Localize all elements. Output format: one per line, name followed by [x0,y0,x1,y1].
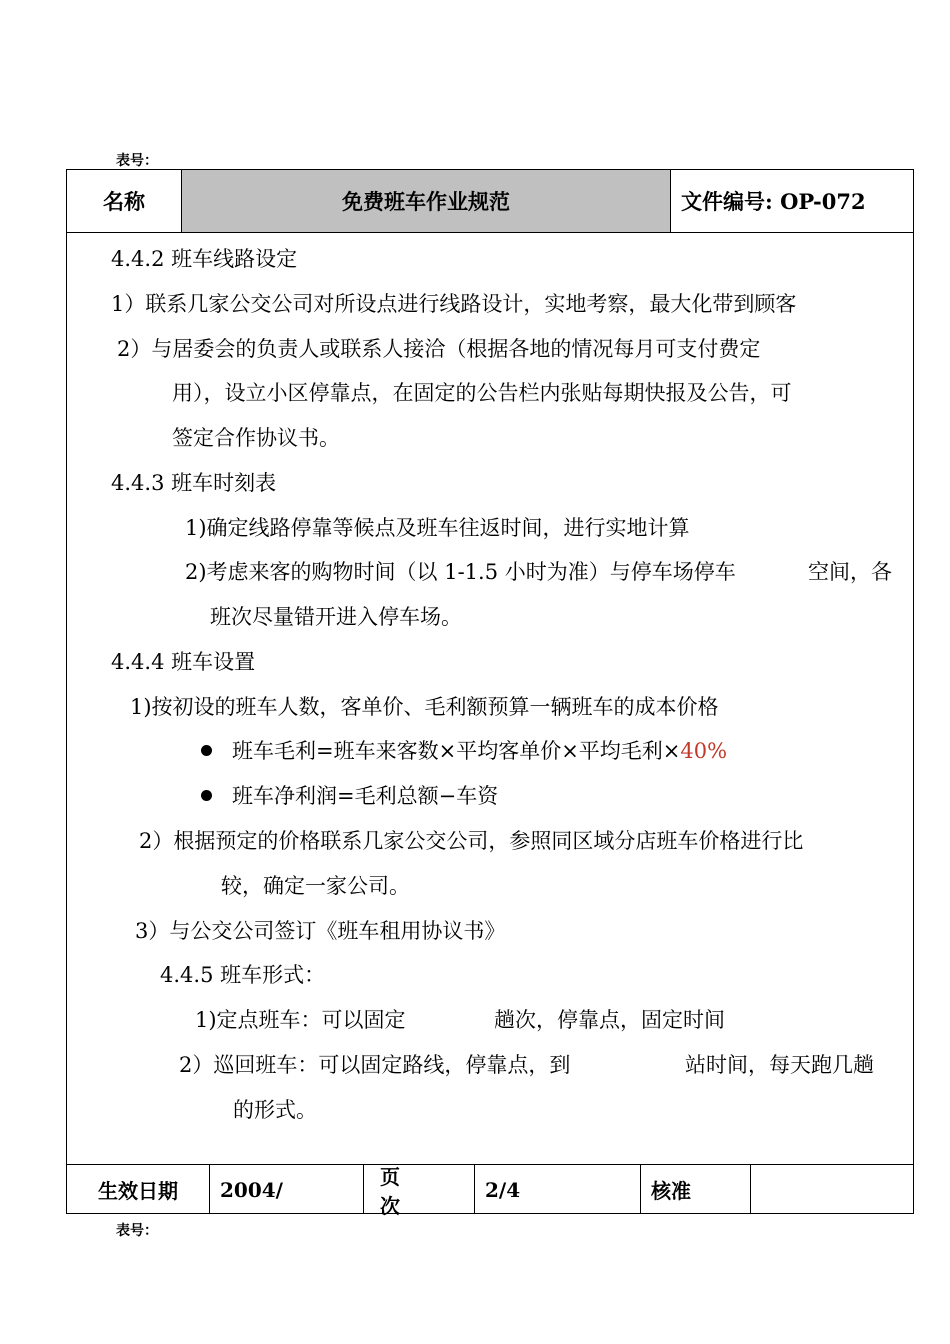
bullet-item [201,783,498,809]
page-value: 2/4 [475,1165,641,1214]
footer-row [67,1164,913,1218]
paragraph: 1)按初设的班车人数，客单价、毛利额预算一辆班车的成本价格 [130,695,719,719]
paragraph: 趟次，停靠点，固定时间 [494,1008,725,1032]
approver-label: 核准 [641,1165,751,1214]
paragraph: 站时间，每天跑几趟 [685,1053,874,1077]
bullet-text: 班车毛利=班车来客数×平均客单价×平均毛利× [232,739,681,763]
paragraph: 2)考虑来客的购物时间（以 1-1.5 小时为准）与停车场停车 [185,560,736,584]
name-label: 名称 [67,170,182,232]
paragraph: 的形式。 [233,1098,317,1122]
paragraph: 签定合作协议书。 [172,426,340,450]
effective-date-label: 生效日期 [67,1165,210,1214]
document-body [67,232,913,1164]
bullet-text: 班车净利润=毛利总额−车资 [232,784,499,808]
paragraph: 3）与公交公司签订《班车租用协议书》 [135,919,506,943]
paragraph: 1）联系几家公交公司对所设点进行线路设计，实地考察，最大化带到顾客 [111,292,797,316]
paragraph: 用），设立小区停靠点，在固定的公告栏内张贴每期快报及公告，可 [172,381,792,405]
document-code: 文件编号: OP-072 [681,189,866,214]
paragraph: 1)确定线路停靠等候点及班车往返时间，进行实地计算 [185,516,690,540]
section-heading-4-4-3: 4.4.3 班车时刻表 [111,471,277,495]
effective-date-value: 2004/ [210,1165,364,1214]
percent-value: 40% [680,739,728,763]
paragraph: 2）与居委会的负责人或联系人接洽（根据各地的情况每月可支付费定 [117,337,761,361]
bullet-item [201,738,727,764]
form-number-label: 表号： [116,153,158,169]
paragraph: 较，确定一家公司。 [221,874,410,898]
paragraph: 班次尽量错开进入停车场。 [210,605,462,629]
paragraph: 2）巡回班车：可以固定路线，停靠点，到 [179,1053,571,1077]
header-row [67,170,913,233]
section-heading-4-4-2: 4.4.2 班车线路设定 [111,247,298,271]
document-title: 免费班车作业规范 [182,170,671,232]
form-number-label: 表号： [116,1223,158,1239]
section-heading-4-4-4: 4.4.4 班车设置 [111,650,256,674]
bullet-icon [201,745,212,756]
bullet-icon [201,790,212,801]
approver-value [751,1165,913,1214]
paragraph: 空间，各 [808,560,892,584]
paragraph: 2）根据预定的价格联系几家公交公司，参照同区域分店班车价格进行比 [139,829,804,853]
page-label: 页次 [364,1165,475,1214]
document-form [66,169,914,1218]
paragraph: 1)定点班车：可以固定 [195,1008,406,1032]
section-heading-4-4-5: 4.4.5 班车形式： [160,963,326,987]
